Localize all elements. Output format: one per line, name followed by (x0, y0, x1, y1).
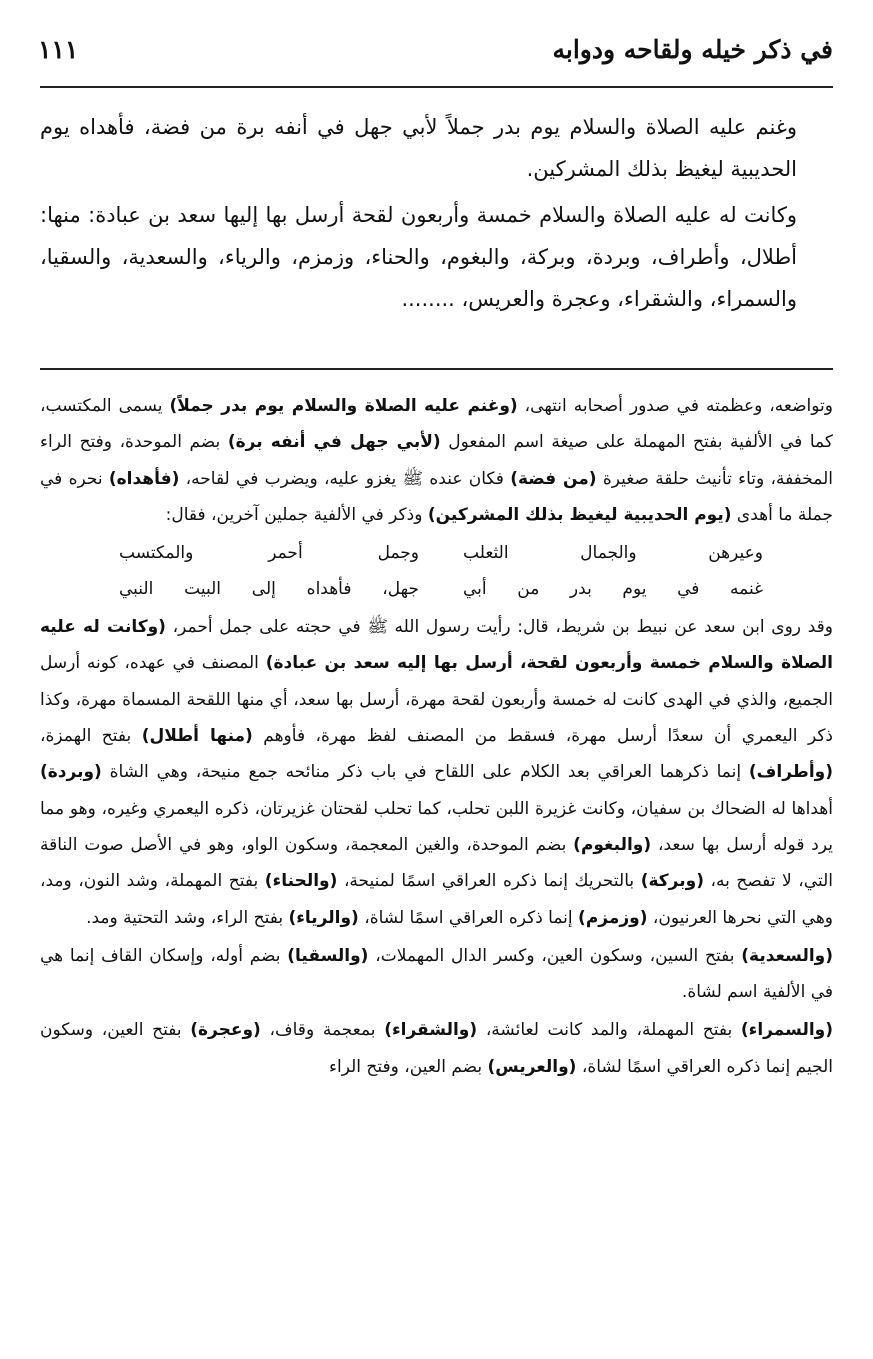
poem-hemistich-left: جهل، فأهداه إلى البيت النبي (119, 579, 419, 600)
poem-hemistich-left: وجمل أحمر والمكتسب (119, 543, 419, 564)
bold-quotation: (والعريس) (487, 1056, 577, 1077)
poem-hemistich-right: غنمه في يوم بدر من أبي (463, 579, 763, 600)
bold-quotation: (يوم الحديبية ليغيظ بذلك المشركين) (427, 504, 732, 525)
commentary-paragraph-4: (والسمراء) بفتح المهملة، والمد كانت لعائشة، (والشقراء) بمعجمة وقاف، (وعجرة) بفتح العين، وسكون الجيم إنما ذكره العراقي اسمًا لشاة، (والعريس) بضم العين، وفتح الراء (40, 1020, 833, 1077)
bold-quotation: (وأطراف) (748, 762, 833, 783)
running-header (38, 30, 833, 70)
bold-quotation: (فأهداه) (108, 468, 180, 489)
bold-quotation: (وكانت له عليه الصلاة والسلام خمسة وأربعون لقحة، أرسل بها إليه سعد بن عبادة) (40, 617, 833, 674)
commentary-paragraph-3: (والسعدية) بفتح السين، وسكون العين، وكسر الدال المهملات، (والسقيا) بضم أوله، وإسكان القاف إنما هي في الألفية اسم لشاة. (40, 945, 833, 1003)
main-text (40, 106, 833, 320)
chapter-title: في ذكر خيله ولقاحه ودوابه (552, 35, 833, 64)
header-divider (40, 86, 833, 88)
main-paragraph-2: وكانت له عليه الصلاة والسلام خمسة وأربعون لقحة أرسل بها إليها سعد بن عبادة: منها: أطلال، وأطراف، وبردة، وبركة، والبغوم، والحناء، وزمزم، والرياء، والسعدية، والسقيا، والسمراء، والشقراء، وعجرة والعريس، ........ (40, 203, 797, 311)
bold-quotation: (والرياء) (288, 907, 359, 928)
bold-quotation: (من فضة) (510, 468, 597, 489)
bold-quotation: (والشقراء) (384, 1020, 478, 1041)
bold-quotation: (والبغوم) (573, 834, 652, 855)
poem-verse (40, 571, 833, 607)
bold-quotation: (وغنم عليه الصلاة والسلام يوم بدر جملاً) (169, 396, 518, 416)
bold-quotation: (وبردة) (40, 762, 102, 783)
bold-quotation: (وبركة) (640, 871, 704, 892)
bold-quotation: (منها أطلال) (141, 726, 253, 747)
commentary-divider (40, 368, 833, 370)
bold-quotation: (والحناء) (264, 871, 338, 892)
commentary-paragraph-1: وتواضعه، وعظمته في صدور أصحابه انتهى، (وغنم عليه الصلاة والسلام يوم بدر جملاً) يسمى المكتسب، كما في الألفية بفتح المهملة على صيغة اسم المفعول (لأبي جهل في أنفه برة) بضم الموحدة، وفتح الراء المخففة، وتاء تأنيث حلقة صغيرة (من فضة) فكان عنده ﷺ يغزو عليه، ويضرب في لقاحه، (فأهداه) نحره في جملة ما أهدى (يوم الحديبية ليغيظ بذلك المشركين) وذكر في الألفية جملين آخرين، فقال: (40, 396, 833, 525)
bold-quotation: (لأبي جهل في أنفه برة) (227, 432, 441, 453)
bold-quotation: (والسمراء) (740, 1020, 833, 1041)
bold-quotation: (والسعدية) (741, 945, 833, 966)
page-number: ١١١ (38, 35, 79, 64)
poem-verse (40, 535, 833, 571)
bold-quotation: (وعجرة) (190, 1020, 261, 1041)
main-paragraph-1: وغنم عليه الصلاة والسلام يوم بدر جملاً لأبي جهل في أنفه برة من فضة، فأهداه يوم الحديبية ليغيظ بذلك المشركين. (40, 115, 797, 181)
poem-hemistich-right: وعيرهن والجمال الثعلب (463, 543, 763, 564)
bold-quotation: (والسقيا) (287, 945, 369, 966)
commentary-paragraph-2: وقد روى ابن سعد عن نبيط بن شريط، قال: رأيت رسول الله ﷺ في حجته على جمل أحمر، (وكانت له عليه الصلاة والسلام خمسة وأربعون لقحة، أرسل بها إليه سعد بن عبادة) المصنف في عهده، كونه أرسل الجميع، والذي في الهدى كانت له خمسة وأربعون لقحة مهرة، أرسل بها سعد، أي منها اللقحة المسماة مهرة، وكذا ذكر اليعمري أن سعدًا أرسل مهرة، فسقط من المصنف لفظ مهرة، فأوهم (منها أطلال) بفتح الهمزة، (وأطراف) إنما ذكرهما العراقي بعد الكلام على اللقاح في باب ذكر منائحه جمع منيحة، وهي الشاة (وبردة) أهداها له الضحاك بن سفيان، وكانت غزيرة اللبن تحلب، كما تحلب لقحتان غزيرتان، ذكره اليعمري وغيره، وهو مما يرد قوله أرسل بها سعد، (والبغوم) بضم الموحدة، والغين المعجمة، وسكون الواو، وهو في الأصل صوت الناقة التي، لا تفصح به، (وبركة) بالتحريك إنما ذكره العراقي اسمًا لمنيحة، (والحناء) بفتح المهملة، وشد النون، ومد، وهي التي نحرها العرنيون، (وزمزم) إنما ذكره العراقي اسمًا لشاة، (والرياء) بفتح الراء، وشد التحتية ومد. (40, 617, 833, 928)
commentary-text (40, 388, 833, 1085)
bold-quotation: (وزمزم) (578, 907, 648, 928)
poem (40, 533, 833, 609)
